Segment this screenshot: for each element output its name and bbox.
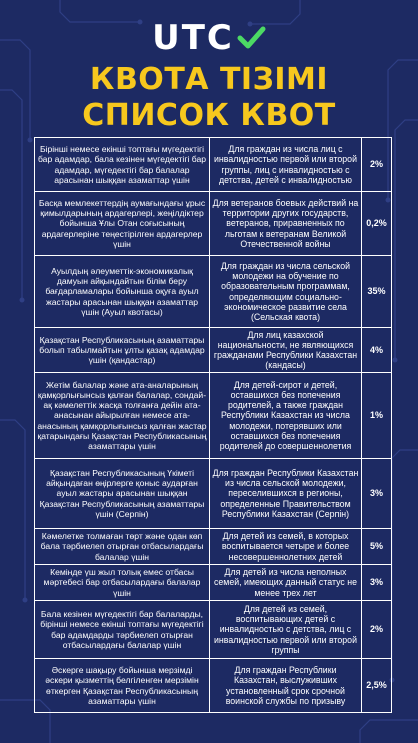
row-percent: 2% <box>362 138 392 192</box>
row-percent: 3% <box>362 459 392 529</box>
table-row <box>35 659 392 713</box>
utc-logo <box>0 18 418 58</box>
row-percent: 2% <box>362 601 392 659</box>
row-ru-text: Для граждан Республики Казахстан, выслуживших установленный срок срочной воинской службы по призыву <box>210 659 362 713</box>
row-ru-text: Для детей-сирот и детей, оставшихся без попечения родителей, а также граждан Республики Казахстан из числа молодежи, потерявших или оставшихся без попечения родителей до совершеннолетия <box>210 373 362 459</box>
table-row <box>35 328 392 373</box>
check-icon <box>236 23 266 53</box>
row-ru-text: Для граждан Республики Казахстан из числа сельской молодежи, переселившихся в регионы, определенные Правительством Республики Казахстан (Серпін) <box>210 459 362 529</box>
table-row <box>35 565 392 601</box>
table-row <box>35 601 392 659</box>
row-kz-text: Ауылдың әлеуметтік-экономикалық дамуын айқындайтын білім беру бағдарламалары бойынша оқуға ауыл жастары арасынан шыққан азаматтар үшін (Ауыл квотасы) <box>35 256 210 328</box>
row-ru-text: Для лиц казахской национальности, не являющихся гражданами Республики Казахстан (кандасы) <box>210 328 362 373</box>
logo-text: UTC <box>152 18 234 58</box>
quota-table <box>34 137 392 713</box>
title-kz: КВОТА ТІЗІМІ <box>89 62 329 97</box>
row-kz-text: Қазақстан Республикасының азаматтары болып табылмайтын ұлты қазақ адамдар үшін (қандастар) <box>35 328 210 373</box>
title-ru: СПИСОК КВОТ <box>82 98 336 133</box>
row-percent: 5% <box>362 529 392 565</box>
row-ru-text: Для детей из семей, в которых воспитывается четыре и более несовершеннолетних детей <box>210 529 362 565</box>
row-kz-text: Басқа мемлекеттердің аумағындағы ұрыс қимылдарының ардагерлері, жеңілдіктер бойынша Ұлы Отан соғысының ардагерлеріне теңестірілген ардагерлер үшін <box>35 192 210 256</box>
row-ru-text: Для ветеранов боевых действий на территории других государств, ветеранов, приравненных по льготам к ветеранам Великой Отечественной войны <box>210 192 362 256</box>
row-ru-text: Для детей из семей, воспитывающих детей с инвалидностью с детства, лиц с инвалидностью первой или второй группы <box>210 601 362 659</box>
row-percent: 35% <box>362 256 392 328</box>
row-percent: 3% <box>362 565 392 601</box>
row-kz-text: Кемінде үш жыл толық емес отбасы мәртебесі бар отбасылардағы балалар үшін <box>35 565 210 601</box>
row-percent: 4% <box>362 328 392 373</box>
table-row <box>35 138 392 192</box>
table-row <box>35 459 392 529</box>
table-row <box>35 373 392 459</box>
row-ru-text: Для детей из числа неполных семей, имеющих данный статус не менее трех лет <box>210 565 362 601</box>
row-kz-text: Кәмелетке толмаған төрт және одан көп бала тәрбиелеп отырған отбасылардағы балалар үшін <box>35 529 210 565</box>
table-row <box>35 529 392 565</box>
row-kz-text: Бала кезінен мүгедектігі бар балаларды, бірінші немесе екінші топтағы мүгедектігі бар адамдарды тәрбиелеп отырған отбасылардағы балалар үшін <box>35 601 210 659</box>
table-row <box>35 192 392 256</box>
row-kz-text: Қазақстан Республикасының Үкіметі айқындаған өңірлерге қоныс аударған ауыл жастары арасынан шыққан Қазақстан Республикасының азаматтары үшін (Серпін) <box>35 459 210 529</box>
row-percent: 0,2% <box>362 192 392 256</box>
row-percent: 2,5% <box>362 659 392 713</box>
row-kz-text: Әскерге шақыру бойынша мерзімді әскери қызметтің белгіленген мерзімін өткерген Қазақстан Республикасының азаматтары үшін <box>35 659 210 713</box>
row-ru-text: Для граждан из числа сельской молодежи на обучение по образовательным программам, определяющим социально-экономическое развитие села (Сельская квота) <box>210 256 362 328</box>
table-row <box>35 256 392 328</box>
row-percent: 1% <box>362 373 392 459</box>
row-kz-text: Жетім балалар және ата-аналарының қамқорлығынсыз қалған балалар, сондай-ақ кәмелеттік жасқа толғанға дейін ата-анасынан айырылған немесе ата-анасының қамқорлығынсыз қалған жастар қатарындағы Қазақстан Республикасының азаматтары үшін <box>35 373 210 459</box>
row-ru-text: Для граждан из числа лиц с инвалидностью первой или второй группы, лиц с инвалидностью с детства, детей с инвалидностью <box>210 138 362 192</box>
row-kz-text: Бірінші немесе екінші топтағы мүгедектігі бар адамдар, бала кезінен мүгедектігі бар адамдар, мүгедектігі бар балалар арасынан шыққан азаматтар үшін <box>35 138 210 192</box>
